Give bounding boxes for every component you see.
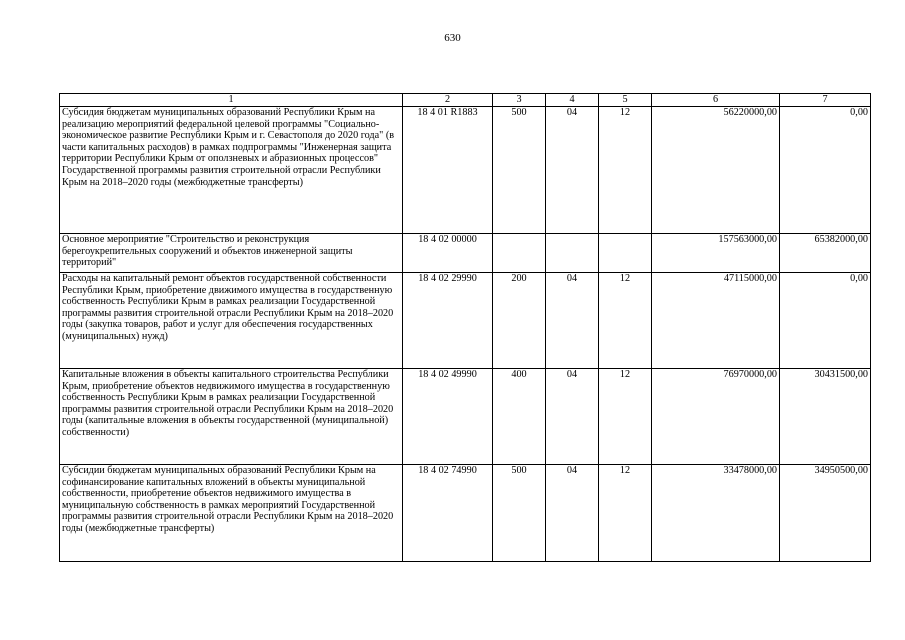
row-rz: 04	[546, 107, 599, 234]
table-row	[60, 107, 871, 234]
row-sum-1: 56220000,00	[652, 107, 780, 234]
row-code: 18 4 02 74990	[403, 465, 493, 562]
column-header: 7	[780, 94, 871, 107]
row-sum-1: 157563000,00	[652, 234, 780, 273]
row-rz	[546, 234, 599, 273]
row-name: Основное мероприятие "Строительство и реконструкция берегоукрепительных сооружений и объектов инженерной защиты территорий"	[60, 234, 403, 273]
row-sum-2: 34950500,00	[780, 465, 871, 562]
row-sum-1: 47115000,00	[652, 273, 780, 369]
row-name: Расходы на капитальный ремонт объектов государственной собственности Республики Крым, приобретение движимого имущества в государственную собственность Республики Крым в рамках реализации Государственной программы развития строительной отрасли Республики Крым на 2018–2020 годы (закупка товаров, работ и услуг для обеспечения государственных (муниципальных) нужд)	[60, 273, 403, 369]
table-row	[60, 465, 871, 562]
row-sum-1: 76970000,00	[652, 369, 780, 465]
table-row	[60, 369, 871, 465]
row-rz: 04	[546, 273, 599, 369]
row-vr: 400	[493, 369, 546, 465]
table-row	[60, 273, 871, 369]
column-header: 3	[493, 94, 546, 107]
column-header: 4	[546, 94, 599, 107]
row-name: Субсидия бюджетам муниципальных образований Республики Крым на реализацию мероприятий федеральной целевой программы "Социально-экономическое развитие Республики Крым и г. Севастополя до 2020 года" (в части капитальных расходов) в рамках подпрограммы "Инженерная защита территории Республики Крым от оползневых и абразионных процессов" Государственной программы развития строительной отрасли Республики Крым на 2018–2020 годы (межбюджетные трансферты)	[60, 107, 403, 234]
column-header: 6	[652, 94, 780, 107]
row-pr: 12	[599, 273, 652, 369]
row-code: 18 4 02 00000	[403, 234, 493, 273]
row-vr: 500	[493, 107, 546, 234]
row-rz: 04	[546, 465, 599, 562]
budget-table	[59, 93, 871, 562]
row-rz: 04	[546, 369, 599, 465]
row-sum-2: 65382000,00	[780, 234, 871, 273]
row-pr: 12	[599, 465, 652, 562]
row-pr: 12	[599, 107, 652, 234]
row-pr	[599, 234, 652, 273]
column-header: 2	[403, 94, 493, 107]
page-number: 630	[444, 32, 461, 44]
row-pr: 12	[599, 369, 652, 465]
row-code: 18 4 02 29990	[403, 273, 493, 369]
column-header: 1	[60, 94, 403, 107]
row-sum-2: 0,00	[780, 107, 871, 234]
row-vr: 200	[493, 273, 546, 369]
row-code: 18 4 01 R1883	[403, 107, 493, 234]
header-row	[60, 94, 871, 107]
row-vr	[493, 234, 546, 273]
row-sum-2: 30431500,00	[780, 369, 871, 465]
row-code: 18 4 02 49990	[403, 369, 493, 465]
row-sum-2: 0,00	[780, 273, 871, 369]
table-row	[60, 234, 871, 273]
row-name: Капитальные вложения в объекты капитального строительства Республики Крым, приобретение объектов недвижимого имущества в государственную собственность Республики Крым в рамках реализации Государственной программы развития строительной отрасли Республики Крым на 2018–2020 годы (капитальные вложения в объекты государственной (муниципальной) собственности)	[60, 369, 403, 465]
row-name: Субсидии бюджетам муниципальных образований Республики Крым на софинансирование капитальных вложений в объекты муниципальной собственности, приобретение объектов недвижимого имущества в муниципальную собственность в рамках мероприятий Государственной программы развития строительной отрасли Республики Крым на 2018–2020 годы (межбюджетные трансферты)	[60, 465, 403, 562]
row-sum-1: 33478000,00	[652, 465, 780, 562]
column-header: 5	[599, 94, 652, 107]
row-vr: 500	[493, 465, 546, 562]
